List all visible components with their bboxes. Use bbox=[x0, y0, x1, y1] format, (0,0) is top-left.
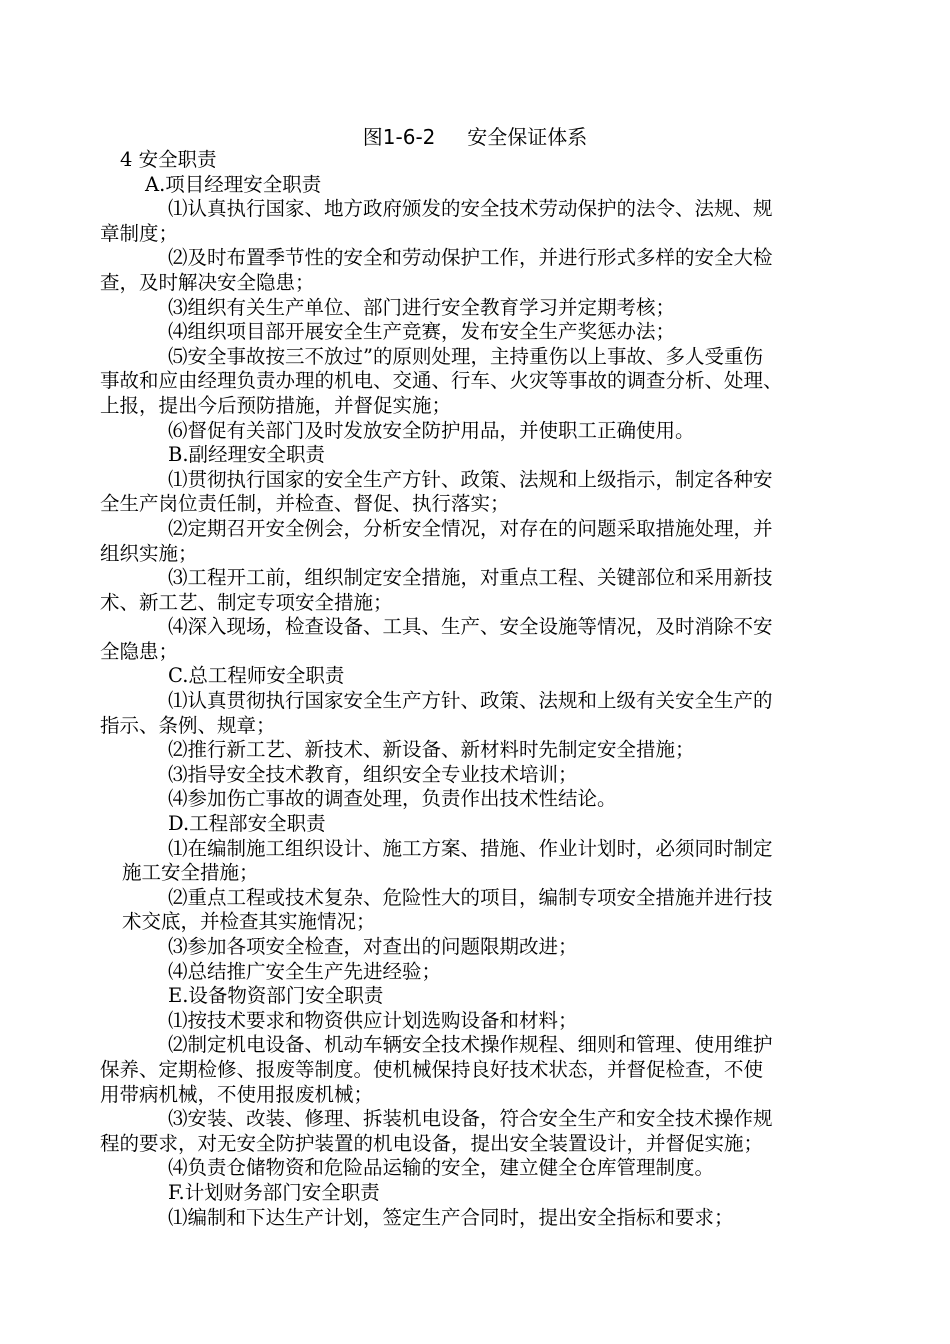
text-line: ⑵及时布置季节性的安全和劳动保护工作，并进行形式多样的安全大检 bbox=[168, 246, 773, 270]
text-line: 4 安全职责 bbox=[120, 148, 217, 171]
text-line: ⑴贯彻执行国家的安全生产方针、政策、法规和上级指示，制定各种安 bbox=[168, 467, 773, 491]
text-line: B.副经理安全职责 bbox=[168, 443, 326, 467]
text-line: ⑴在编制施工组织设计、施工方案、措施、作业计划时，必须同时制定 bbox=[168, 836, 773, 860]
text-line: 施工安全措施； bbox=[122, 861, 259, 885]
text-line: E.设备物资部门安全职责 bbox=[168, 984, 384, 1008]
text-line: 全隐患； bbox=[100, 639, 179, 663]
text-line: D.工程部安全职责 bbox=[168, 812, 326, 836]
text-line: ⑴编制和下达生产计划，签定生产合同时，提出安全指标和要求； bbox=[168, 1205, 734, 1229]
text-line: ⑵推行新工艺、新技术、新设备、新材料时先制定安全措施； bbox=[168, 738, 695, 762]
text-line: ⑷组织项目部开展安全生产竞赛，发布安全生产奖惩办法； bbox=[168, 320, 676, 344]
text-line: 全生产岗位责任制，并检查、督促、执行落实； bbox=[100, 492, 510, 516]
text-line: ⑶安装、改装、修理、拆装机电设备，符合安全生产和安全技术操作规 bbox=[168, 1107, 773, 1131]
text-line: 术交底，并检查其实施情况； bbox=[122, 910, 376, 934]
text-line: 用带病机械，不使用报废机械； bbox=[100, 1082, 374, 1106]
text-line: 程的要求，对无安全防护装置的机电设备，提出安全装置设计，并督促实施； bbox=[100, 1131, 764, 1155]
text-line: 上报，提出今后预防措施，并督促实施； bbox=[100, 393, 452, 417]
figure-caption: 图1-6-2 安全保证体系 bbox=[362, 125, 588, 149]
text-line: 事故和应由经理负责办理的机电、交通、行车、火灾等事故的调查分析、处理、 bbox=[100, 369, 783, 393]
text-line: 组织实施； bbox=[100, 541, 198, 565]
text-line: ⑴认真执行国家、地方政府颁发的安全技术劳动保护的法令、法规、规 bbox=[168, 197, 773, 221]
text-line: ⑷参加伤亡事故的调查处理，负责作出技术性结论。 bbox=[168, 787, 617, 811]
text-line: ⑵重点工程或技术复杂、危险性大的项目，编制专项安全措施并进行技 bbox=[168, 885, 773, 909]
text-line: ⑴按技术要求和物资供应计划选购设备和材料； bbox=[168, 1008, 578, 1032]
text-line: ⑶工程开工前，组织制定安全措施，对重点工程、关键部位和采用新技 bbox=[168, 566, 773, 590]
text-line: ⑹督促有关部门及时发放安全防护用品，并使职工正确使用。 bbox=[168, 418, 695, 442]
text-line: 保养、定期检修、报废等制度。使机械保持良好技术状态，并督促检查，不使 bbox=[100, 1057, 764, 1081]
text-line: ⑸安全事故按三不放过”的原则处理，主持重伤以上事故、多人受重伤 bbox=[168, 344, 763, 368]
text-line: ⑶组织有关生产单位、部门进行安全教育学习并定期考核； bbox=[168, 295, 676, 319]
text-line: 查，及时解决安全隐患； bbox=[100, 270, 315, 294]
text-line: ⑷深入现场，检查设备、工具、生产、安全设施等情况，及时消除不安 bbox=[168, 615, 773, 639]
text-line: 章制度； bbox=[100, 221, 179, 245]
text-line: ⑵制定机电设备、机动车辆安全技术操作规程、细则和管理、使用维护 bbox=[168, 1033, 773, 1057]
text-line: ⑶参加各项安全检查，对查出的问题限期改进； bbox=[168, 935, 578, 958]
text-line: ⑷负责仓储物资和危险品运输的安全，建立健全仓库管理制度。 bbox=[168, 1156, 715, 1180]
text-line: ⑶指导安全技术教育，组织安全专业技术培训； bbox=[168, 762, 578, 786]
text-line: A.项目经理安全职责 bbox=[145, 172, 322, 196]
text-line: ⑵定期召开安全例会，分析安全情况，对存在的问题采取措施处理，并 bbox=[168, 516, 773, 540]
text-line: F.计划财务部门安全职责 bbox=[168, 1180, 380, 1204]
text-line: 指示、条例、规章； bbox=[100, 713, 276, 737]
text-line: ⑴认真贯彻执行国家安全生产方针、政策、法规和上级有关安全生产的 bbox=[168, 689, 773, 713]
text-line: C.总工程师安全职责 bbox=[168, 664, 345, 688]
text-line: ⑷总结推广安全生产先进经验； bbox=[168, 959, 442, 983]
text-line: 术、新工艺、制定专项安全措施； bbox=[100, 590, 393, 614]
document-body bbox=[100, 148, 870, 1230]
